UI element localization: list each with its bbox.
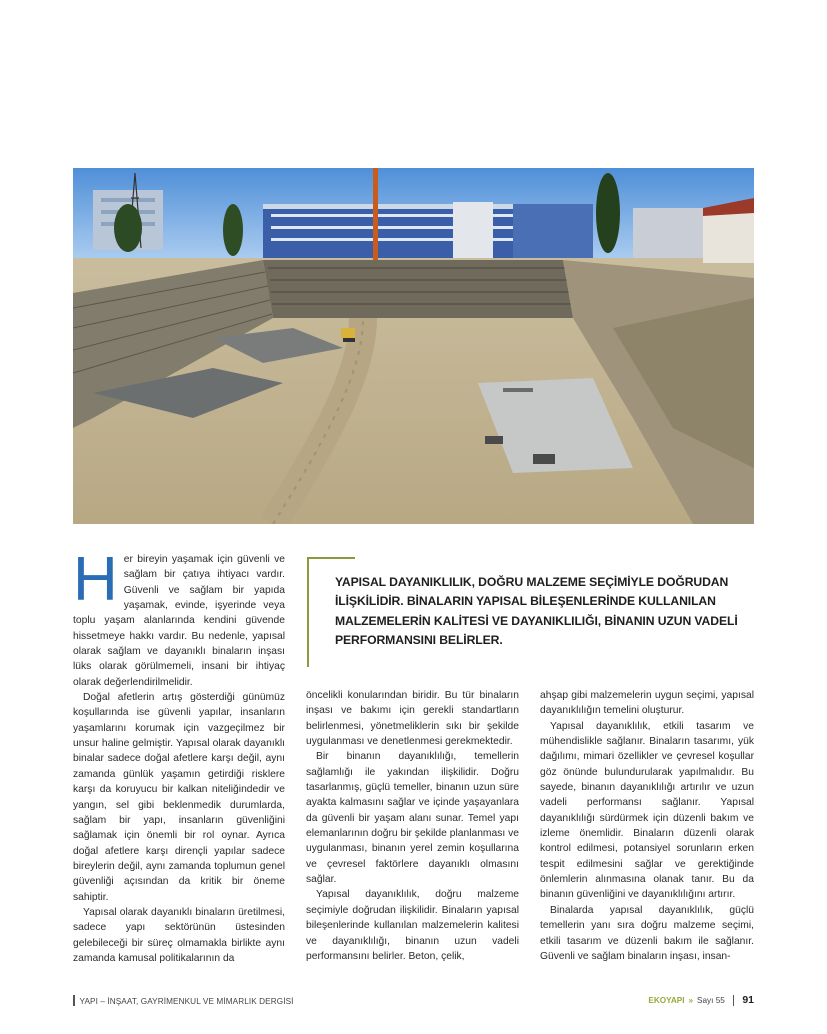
paragraph: Bir binanın dayanıklılığı, temellerin sağlamlığı ile yakından ilişkilidir. Doğru tasarlanmış, güçlü temeller, binanın uzun süre ayakta kalmasını sağlar ve içinde yaşayanlara da güvenli bir yaşam alanı sunar. Temel yapı elemanlarının doğru bir şekilde planlanması ve uygulanması, binanın yerel zemin koşullarına ve çevresel faktörlere dayanıklı olmasını sağlar. [306, 751, 519, 886]
paragraph: Binalarda yapısal dayanıklılık, güçlü temellerin yanı sıra doğru malzeme seçimi, etkili tasarım ve düzenli bakım ile sağlanır. Güvenli ve sağlam binaların inşası, insan- [540, 904, 754, 962]
footer-divider [733, 995, 735, 1006]
paragraph: Doğal afetlerin artış gösterdiği günümüz koşullarında ise güvenli yapılar, insanların yaşamlarını korumak için vazgeçilmez bir unsur haline gelmiştir. Yapısal olarak dayanıklı binalar sadece doğal afetlere karşı değil, aynı zamanda günlük yaşamın getirdiği risklere karşı da koruyucu bir kalkan niteliğindedir ve yangın, sel gibi beklenmedik durumlarda, sağlam bir yapı, insanların güvenliğini sağlamak için önemli bir rol oynar. Ayrıca doğal afetlere karşı dirençli yapılar sadece bireylerin değil, aynı zamanda toplumun genel güvenliği açısından da kritik bir öneme sahiptir. [73, 692, 285, 903]
paragraph: Yapısal olarak dayanıklı binaların üretilmesi, sadece yapı sektörünün üstesinden gelebileceği bir süreç olmamakla birlikte aynı zamanda kamusal politikalarının da [73, 906, 285, 964]
pull-quote-text: YAPISAL DAYANIKLILIK, DOĞRU MALZEME SEÇİMİYLE DOĞRUDAN İLİŞKİLİDİR. BİNALARIN YAPISAL BİLEŞENLERİNDE KULLANILAN MALZEMELERİN KALİTESİ VE DAYANIKLILIĞI, BİNANIN UZUN VADELİ PERFORMANSINI BELİRLER. [335, 575, 738, 648]
brand-name: EKOYAPI [648, 995, 685, 1005]
construction-site-photo [73, 168, 754, 524]
article-column-1 [73, 545, 285, 966]
page-number: 91 [742, 994, 754, 1006]
footer-page-info [648, 994, 754, 1006]
pull-quote [307, 557, 755, 669]
footer-divider [73, 995, 75, 1006]
publication-name: YAPI – İNŞAAT, GAYRİMENKUL VE MİMARLIK DERGİSİ [79, 997, 294, 1006]
brand-separator: » [688, 995, 694, 1005]
article-column-3 [540, 688, 754, 964]
issue-number: Sayı 55 [697, 995, 725, 1005]
paragraph: er bireyin yaşamak için güvenli ve sağlam bir çatıya ihtiyacı vardır. Güvenli ve sağlam bir yapıda yaşamak, evinde, işyerinde veya toplu yaşam alanlarında kendini güvende hissetmeye hakkı vardır. Bu nedenle, yapısal olarak sağlam ve dayanıklı binaların inşası lüks olarak görülmemeli, insani bir ihtiyaç olarak değerlendirilmelidir. [73, 554, 285, 688]
paragraph: Yapısal dayanıklılık, doğru malzeme seçimiyle doğrudan ilişkilidir. Binaların yapısal bileşenlerinde kullanılan malzemelerin kalitesi ve dayanıklılığı, binanın uzun vadeli performansını belirler. Beton, çelik, [306, 889, 519, 962]
paragraph: ahşap gibi malzemelerin uygun seçimi, yapısal dayanıklılığın temelini oluşturur. [540, 690, 754, 717]
footer-publication [73, 995, 294, 1006]
paragraph: Yapısal dayanıklılık, etkili tasarım ve mühendislikle sağlanır. Binaların tasarımı, yük dağılımı, mimari özellikler ve çevresel koşullar göz önünde bulundurularak yapılmalıdır. Bu sayede, binanın dayanıklılığı artırılır ve uzun vadeli performansı sağlanır. Yapısal dayanıklılığı sürdürmek için düzenli bakım ve izleme önemlidir. Binaların düzenli olarak kontrol edilmesi, potansiyel sorunların erken tespit edilmesini sağlar ve gerektiğinde önlemlerin alınmasına olanak tanır. Bu da binanın güvenliğini ve dayanıklılığını artırır. [540, 720, 754, 901]
paragraph: öncelikli konularından biridir. Bu tür binaların inşası ve bakımı için gerekli standartların belirlenmesi, yönetmeliklerin sıkı bir şekilde uygulanması ve denetlenmesi gerekmektedir. [306, 690, 519, 748]
drop-cap: H [73, 545, 118, 614]
article-column-2 [306, 688, 519, 964]
